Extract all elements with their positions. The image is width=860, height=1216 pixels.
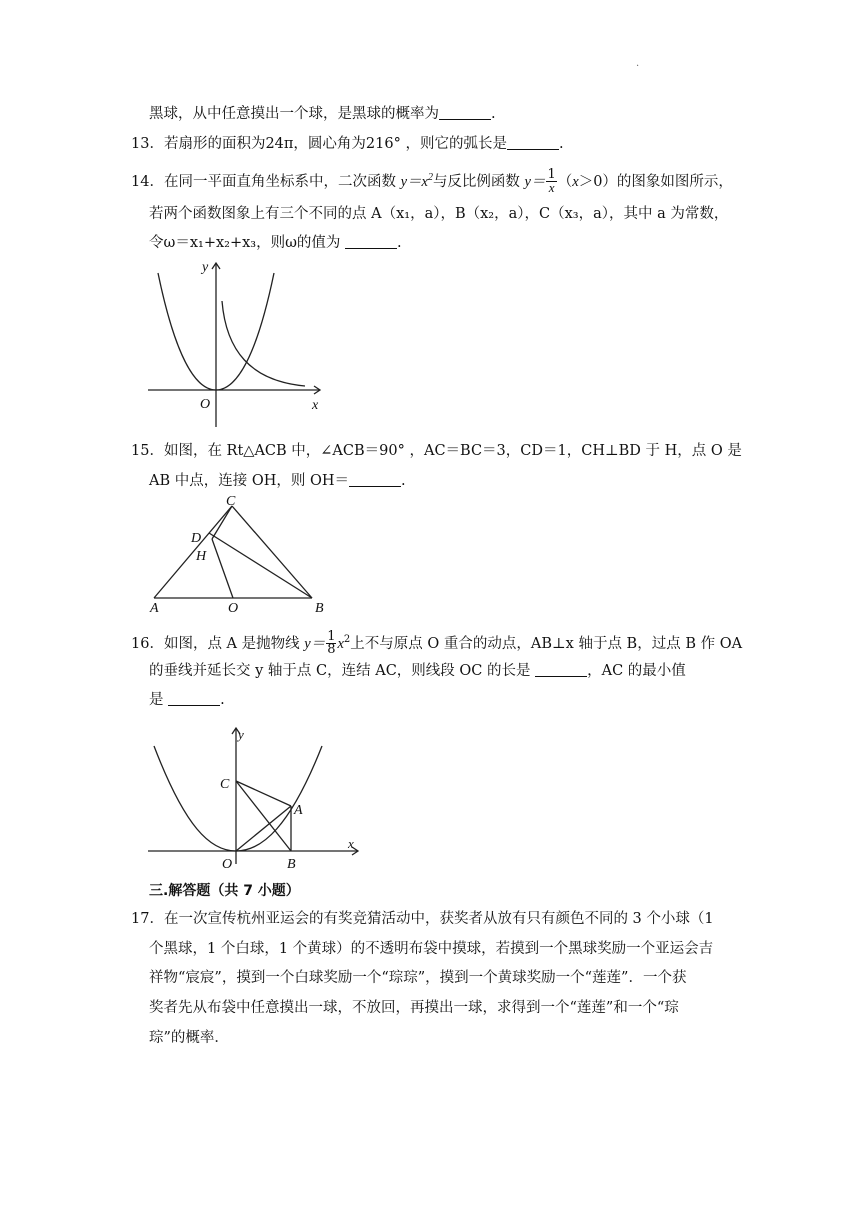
q16-label-a: A — [294, 803, 303, 818]
q15-label-a: A — [150, 601, 159, 616]
q14-line1: 14．在同一平面直角坐标系中，二次函数 $y=x^2$与反比例函数 y＝ $\frac{1}{x}$ （x＞0）的图象如图所示， — [131, 167, 733, 196]
q15-label-d: D — [191, 531, 202, 546]
q15-period: . — [401, 473, 406, 489]
section-heading: 三.解答题（共 7 小题） — [149, 883, 300, 899]
q16-y-label: y — [238, 727, 244, 742]
page-mark: . — [636, 58, 640, 69]
q16-line2 — [149, 661, 686, 681]
q17-line2: 个黑球，1 个白球，1 个黄球）的不透明布袋中摸球，若摸到一个黑球奖励一个亚运会吉 — [149, 941, 714, 957]
q14-answer-blank[interactable] — [345, 234, 397, 249]
q14-number: 14． — [131, 173, 164, 190]
q14-origin-label: O — [200, 397, 211, 412]
q16-label-b: B — [287, 857, 296, 872]
q15-segment-oh — [212, 539, 233, 598]
q15-label-h: H — [196, 549, 207, 564]
q14-figure — [140, 255, 340, 430]
q15-figure — [140, 492, 340, 617]
q16-formula: y＝ — [304, 635, 326, 652]
q14-text-c: （ — [557, 173, 573, 190]
q13-line1 — [131, 134, 564, 154]
q17-text-1: 在一次宣传杭州亚运会的有奖竞猜活动中，获奖者从放有只有颜色不同的 3 个小球（1 — [163, 911, 714, 927]
q14-x-label: x — [312, 398, 319, 413]
q17-line5: 琮”的概率． — [149, 1030, 229, 1046]
q13-text: 若扇形的面积为24π，圆心角为216° ，则它的弧长是 — [163, 136, 507, 152]
q16-ac-min-blank[interactable] — [168, 691, 220, 706]
q16-line3 — [149, 690, 225, 710]
q15-segment-bd — [209, 533, 312, 598]
q16-period: . — [220, 692, 225, 708]
q13-period: . — [558, 136, 564, 152]
q16-label-c: C — [220, 777, 230, 792]
q16-number: 16． — [131, 635, 164, 652]
q15-line1 — [131, 441, 742, 461]
q16-line1: 16．如图，点 A 是抛物线 y＝ $\frac{1}{8}$ $x^2$上不与原点 O 重合的动点，AB⊥x 轴于点 B，过点 B 作 OA — [131, 629, 743, 658]
q15-label-c: C — [226, 494, 236, 509]
q17-line1 — [131, 909, 714, 929]
q14-line2: 若两个函数图象上有三个不同的点 A（x₁，a），B（x₂，a），C（x₃，a），其中 a 为常数， — [149, 206, 729, 222]
q14-hyperbola — [222, 301, 305, 386]
q14-text-d: ＞0）的图象如图所示， — [578, 173, 733, 190]
q16-text-1b: 上不与原点 O 重合的动点，AB⊥x 轴于点 B，过点 B 作 OA — [350, 635, 743, 652]
q16-fraction: $\frac{1}{8}$ — [327, 629, 336, 658]
q16-text-2b: ，AC 的最小值 — [587, 663, 686, 679]
q16-segment-ca — [236, 781, 291, 806]
q14-y-label: y — [202, 260, 209, 275]
q14-line3 — [149, 233, 402, 253]
q14-formula-quadratic: $y=x^2$ — [400, 172, 433, 190]
q16-text-2a: 的垂线并延长交 y 轴于点 C，连结 AC，则线段 OC 的长是 — [149, 663, 531, 679]
q15-answer-blank[interactable] — [349, 472, 401, 487]
q12-period: . — [491, 106, 496, 122]
q12-answer-blank[interactable] — [439, 105, 491, 120]
q16-parabola — [154, 746, 322, 851]
q15-side-bc — [232, 506, 312, 598]
q14-text-a: 在同一平面直角坐标系中，二次函数 — [163, 173, 401, 190]
q14-formula-inverse: y＝ — [524, 173, 546, 190]
q16-segment-oa — [236, 806, 291, 851]
q14-text-3: 令ω＝x₁+x₂+x₃，则ω的值为 — [149, 235, 341, 251]
q14-fraction: $\frac{1}{x}$ — [547, 167, 556, 196]
q12-line1 — [149, 104, 496, 124]
q13-number: 13． — [131, 136, 164, 152]
q16-oc-blank[interactable] — [535, 662, 587, 677]
q15-number: 15． — [131, 443, 164, 459]
q17-line4: 奖者先从布袋中任意摸出一球，不放回，再摸出一球，求得到一个“莲莲”和一个“琮 — [149, 1000, 679, 1016]
q14-text-b: 与反比例函数 — [432, 173, 525, 190]
q15-side-ac — [154, 506, 232, 598]
q15-text-2: AB 中点，连接 OH，则 OH＝ — [149, 473, 350, 489]
q12-text: 黑球，从中任意摸出一个球，是黑球的概率为 — [149, 106, 439, 122]
q17-number: 17． — [131, 911, 164, 927]
q15-label-b: B — [315, 601, 324, 616]
q15-text-1: 如图，在 Rt△ACB 中，∠ACB＝90° ，AC＝BC＝3，CD＝1，CH⊥BD 于 H，点 O 是 — [163, 443, 742, 459]
q15-line2 — [149, 471, 406, 491]
q14-period: . — [397, 235, 402, 251]
q16-text-3: 是 — [149, 692, 164, 708]
q13-answer-blank[interactable] — [507, 135, 559, 150]
q17-line3: 祥物“宸宸”，摸到一个白球奖励一个“琮琮”，摸到一个黄球奖励一个“莲莲”．一个获 — [149, 970, 687, 986]
q16-figure — [140, 722, 370, 872]
q15-segment-ch — [212, 506, 232, 539]
q16-text-1a: 如图，点 A 是抛物线 — [163, 635, 305, 652]
q16-x-label: x — [348, 836, 354, 851]
q16-label-o: O — [222, 857, 233, 872]
q15-label-o: O — [228, 601, 239, 616]
